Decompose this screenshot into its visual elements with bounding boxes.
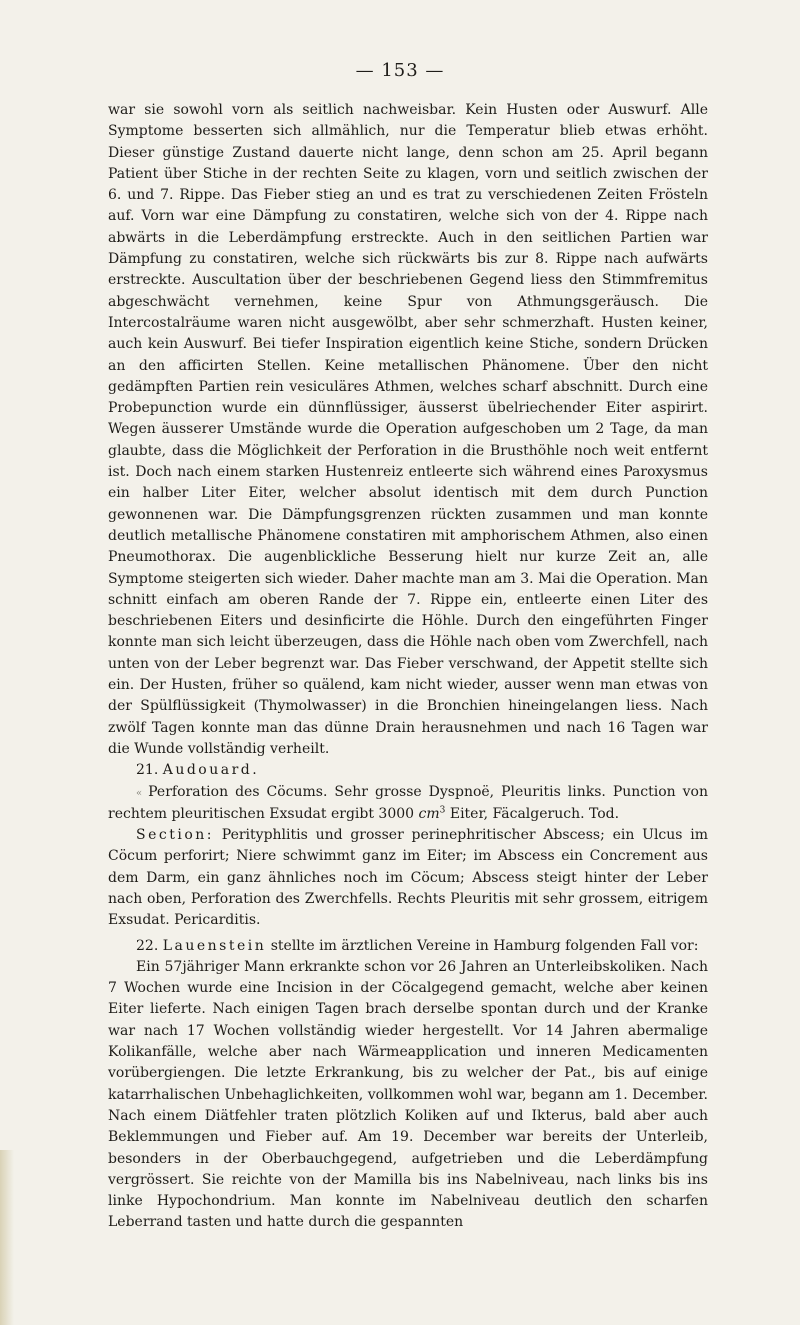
- case-22-intro: stellte im ärztlichen Vereine in Hamburg folgenden Fall vor:: [270, 937, 699, 954]
- section-label: Section:: [136, 827, 214, 844]
- margin-mark: «: [136, 787, 143, 799]
- case-21-section: [108, 825, 708, 931]
- case-21-number: 21.: [136, 762, 159, 779]
- unit-cm: cm: [418, 805, 440, 822]
- unit-exponent: 3: [439, 805, 446, 816]
- case-22-author: Lauenstein: [162, 937, 267, 954]
- case-21-heading: [108, 760, 708, 781]
- case-22-text: Ein 57jähriger Mann erkrankte schon vor 26 Jahren an Unterleibskoliken. Nach 7 Wochen wurde eine Incision in der Cöcalgegend gemacht, welche aber keinen Eiter lieferte. Nach einigen Tagen brach derselbe spontan durch und der Kranke war nach 17 Wochen vollständig wieder hergestellt. Vor 14 Jahren abermalige Kolikanfälle, welche aber nach Wärmeapplication und inneren Medicamenten vorübergiengen. Die letzte Erkrankung, bis zu welcher der Pat., bis auf einige katarrhalischen Unbehaglichkeiten, vollkommen wohl war, begann am 1. December. Nach einem Diätfehler traten plötzlich Koliken auf und Ikterus, bald aber auch Beklemmungen und Fieber auf. Am 19. December war bereits der Unterleib, besonders in der Oberbauchgegend, aufgetrieben und die Leberdämpfung vergrössert. Sie reichte von der Mamilla bis ins Nabelniveau, nach links bis ins linke Hypochondrium. Man konnte im Nabelniveau deutlich den scharfen Leberrand tasten und hatte durch die gespannten: [108, 958, 708, 1231]
- case-21-summary: « Perforation des Cöcums. Sehr grosse Dyspnoë, Pleuritis links. Punction von rechtem pleuritischen Exsudat ergibt 3000 $cm^3$ Eiter, Fäcalgeruch. Tod.: [108, 783, 708, 822]
- case-22-heading: [108, 936, 708, 957]
- case-22-number: 22.: [136, 937, 159, 954]
- page-edge-shadow: [0, 1150, 14, 1325]
- paragraph-case-continuation: war sie sowohl vorn als seitlich nachweisbar. Kein Husten oder Auswurf. Alle Symptome besserten sich allmählich, nur die Temperatur blieb etwas erhöht. Dieser günstige Zustand dauerte nicht lange, denn schon am 25. April begann Patient über Stiche in der rechten Seite zu klagen, vorn und seitlich zwischen der 6. und 7. Rippe. Das Fieber stieg an und es trat zu verschiedenen Zeiten Frösteln auf. Vorn war eine Dämpfung zu constatiren, welche sich von der 4. Rippe nach abwärts in die Leberdämpfung erstreckte. Auch in den seitlichen Partien war Dämpfung zu constatiren, welche sich rückwärts bis zur 8. Rippe nach aufwärts erstreckte. Auscultation über der beschriebenen Gegend liess den Stimmfremitus abgeschwächt vernehmen, keine Spur von Athmungsgeräusch. Die Intercostalräume waren nicht ausgewölbt, aber sehr schmerzhaft. Husten keiner, auch kein Auswurf. Bei tiefer Inspiration eigentlich keine Stiche, sondern Drücken an den afficirten Stellen. Keine metallischen Phänomene. Über den nicht gedämpften Partien rein vesiculäres Athmen, welches scharf abschnitt. Durch eine Probepunction wurde ein dünnflüssiger, äusserst übelriechender Eiter aspirirt. Wegen äusserer Umstände wurde die Operation aufgeschoben um 2 Tage, da man glaubte, dass die Möglichkeit der Perforation in die Brusthöhle noch weit entfernt ist. Doch nach einem starken Hustenreiz entleerte sich während eines Paroxysmus ein halber Liter Eiter, welcher absolut identisch mit dem durch Punction gewonnenen war. Die Dämpfungsgrenzen rückten zusammen und man konnte deutlich metallische Phänomene constatiren mit amphorischem Athmen, also einen Pneumothorax. Die augenblickliche Besserung hielt nur kurze Zeit an, alle Symptome steigerten sich wieder. Daher machte man am 3. Mai die Operation. Man schnitt einfach am oberen Rande der 7. Rippe ein, entleerte einen Liter des beschriebenen Eiters und desinficirte die Höhle. Durch den eingeführten Finger konnte man sich leicht überzeugen, dass die Höhle nach oben vom Zwerchfell, nach unten von der Leber begrenzt war. Das Fieber verschwand, der Appetit stellte sich ein. Der Husten, früher so quälend, kam nicht wieder, ausser wenn man etwas von der Spülflüssigkeit (Thymolwasser) in die Bronchien hineingelangen liess. Nach zwölf Tagen konnte man das dünne Drain herausnehmen und nach 16 Tagen war die Wunde vollständig verheilt.: [108, 102, 708, 757]
- body-text: [108, 100, 708, 1234]
- case-21-author: Audouard.: [162, 762, 260, 779]
- page-number: — 153 —: [355, 60, 445, 81]
- section-text: Perityphlitis und grosser perinephritischer Abscess; ein Ulcus im Cöcum perforirt; Niere schwimmt ganz im Eiter; im Abscess ein Concrement aus dem Darm, ein ganz ähnliches noch im Cöcum; Abscess steigt hinter der Leber nach oben, Perforation des Zwerchfells. Rechts Pleuritis mit sehr grossem, eitrigem Exsudat. Pericarditis.: [108, 827, 709, 929]
